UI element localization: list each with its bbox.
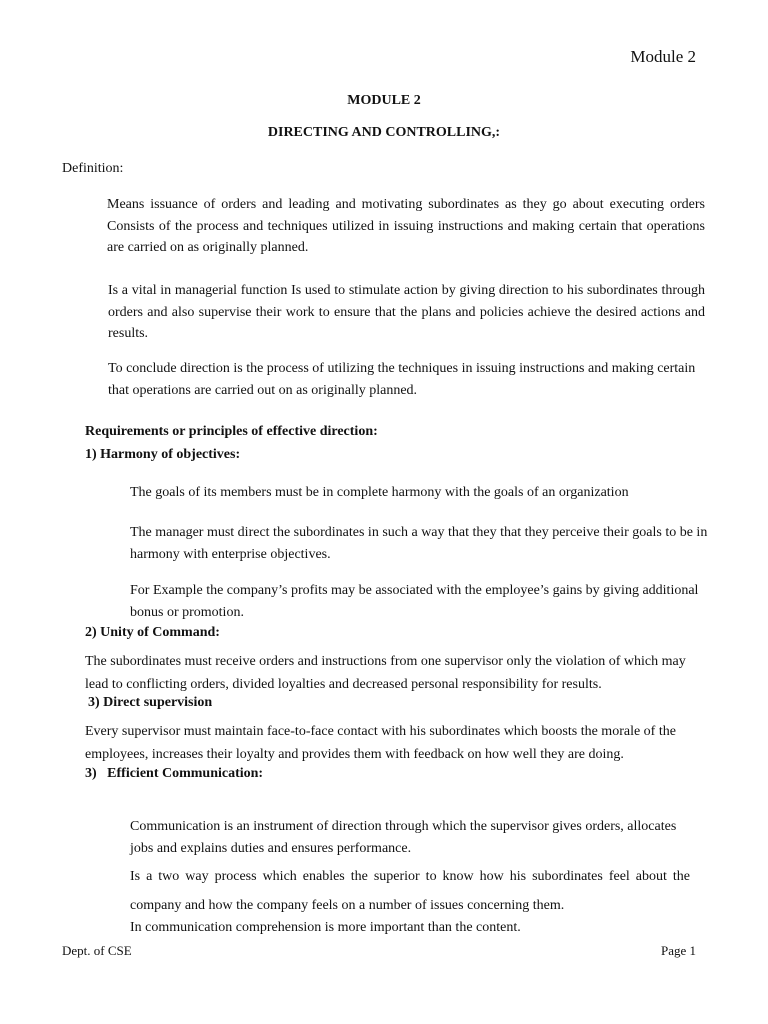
definition-paragraph-1: Means issuance of orders and leading and motivating subordinates as they go about executing orders Consists of the process and techniques utilized in issuing instructions and making certain that operations are carried on as originally planned. <box>107 197 705 255</box>
definition-paragraph-3: To conclude direction is the process of utilizing the techniques in issuing instructions and making certain that operations are carried out on as originally planned. <box>108 361 696 398</box>
harmony-point-1: The goals of its members must be in complete harmony with the goals of an organization <box>130 485 629 500</box>
module-title: MODULE 2 <box>347 93 421 108</box>
harmony-point-2: The manager must direct the subordinates in such a way that they that they perceive their goals to be in harmony with enterprise objectives. <box>130 525 708 562</box>
communication-point-3: In communication comprehension is more important than the content. <box>130 920 521 935</box>
supervision-text: Every supervisor must maintain face-to-face contact with his subordinates which boosts the morale of the employees, increases their loyalty and provides them with feedback on how well they are doing. <box>85 724 676 762</box>
harmony-heading: 1) Harmony of objectives: <box>85 447 241 462</box>
footer-department: Dept. of CSE <box>62 943 132 958</box>
topic-title: DIRECTING AND CONTROLLING,: <box>267 125 501 140</box>
communication-point-1: Communication is an instrument of direction through which the supervisor gives orders, allocates jobs and explains duties and ensures performance. <box>130 819 677 856</box>
communication-heading: 3) Efficient Communication: <box>85 766 264 781</box>
harmony-point-3: For Example the company’s profits may be associated with the employee’s gains by giving additional bonus or promotion. <box>130 583 699 620</box>
running-header: Module 2 <box>630 47 696 66</box>
requirements-heading: Requirements or principles of effective direction: <box>85 424 378 439</box>
supervision-heading: 3) Direct supervision <box>88 695 213 710</box>
unity-text: The subordinates must receive orders and instructions from one supervisor only the violation of which may lead to conflicting orders, divided loyalties and decreased personal responsibility for results. <box>85 654 686 692</box>
definition-paragraph-2: Is a vital in managerial function Is used to stimulate action by giving direction to his subordinates through orders and also supervise their work to ensure that the plans and policies achieve the desired actions and results. <box>108 283 705 341</box>
definition-label: Definition: <box>62 161 124 176</box>
unity-heading: 2) Unity of Command: <box>85 625 220 640</box>
footer-page-number: Page 1 <box>660 943 696 958</box>
communication-point-2: Is a two way process which enables the superior to know how his subordinates feel about the company and how the company feels on a number of issues concerning them. <box>130 869 690 913</box>
